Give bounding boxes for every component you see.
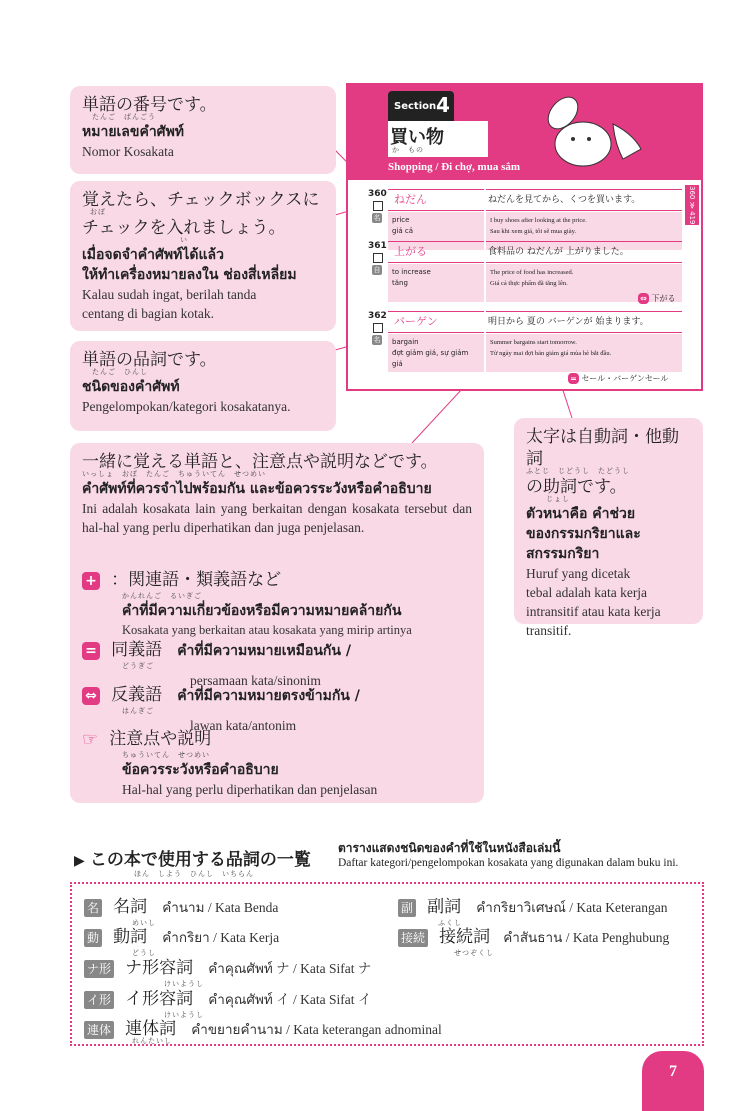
hamster-illustration: [523, 89, 663, 177]
pos-list-box: [70, 882, 704, 1046]
related-item-plus-th: คำที่มีความเกี่ยวข้องหรือมีความหมายคล้ายกัน: [122, 603, 402, 619]
section-title-furigana: か もの: [392, 146, 424, 154]
check-th-1: เมื่อจดจำคำศัพท์ได้แล้ว: [82, 247, 224, 263]
pos-jp-i-adjective: イ形容詞: [125, 989, 194, 1009]
pos-furi-conjunction: せつぞくし: [454, 949, 494, 957]
entry-translation-361: to increase tăng: [388, 264, 484, 302]
entry-number-360: 360: [368, 189, 387, 199]
related-th: คำศัพท์ที่ควรจำไปพร้อมกัน และข้อควรระวังหรือคำอธิบาย: [82, 481, 432, 497]
check-jp-1: 覚えたら、チェックボックスに: [82, 190, 320, 210]
list-heading-jp: この本で使用する品詞の一覧: [89, 850, 311, 870]
related-jp: 一緒に覚える単語と、注意点や説明などです。: [82, 452, 438, 472]
sample-page: [346, 83, 703, 391]
pos-desc-noun: คำนาม / Kata Benda: [162, 900, 279, 915]
bold-th-3: สกรรมกริยา: [526, 546, 600, 562]
pos-jp-conjunction: 接続詞: [439, 927, 491, 947]
section-title-box: [388, 121, 488, 157]
pos-th: ชนิดของคำศัพท์: [82, 379, 180, 395]
pos-jp-verb: 動詞: [113, 927, 148, 947]
entry-checkbox-360[interactable]: [373, 201, 383, 211]
check-th-2: ให้ทำเครื่องหมายลงใน ช่องสี่เหลี่ยม: [82, 267, 297, 283]
list-heading: [74, 841, 714, 878]
note-box-checkbox: [70, 181, 336, 331]
pos-jp-adnominal: 連体詞: [125, 1019, 177, 1039]
pos-desc-verb: คำกริยา / Kata Kerja: [162, 930, 280, 945]
related-item-opposite-jp: 反義語: [111, 685, 163, 705]
related-item-opposite-th: คำที่มีความหมายตรงข้ามกัน /: [177, 688, 360, 704]
number-id: Nomor Kosakata: [82, 144, 174, 159]
pos-item-noun: [84, 896, 278, 928]
list-heading-id: Daftar kategori/pengelompokan kosakata yang digunakan dalam buku ini.: [338, 857, 679, 869]
section-subtitle: Shopping / Đi chợ, mua sắm: [388, 161, 521, 173]
entry-checkbox-362[interactable]: [373, 323, 383, 333]
entry-example-362: 明日から 夏の バーゲンが 始まります。: [486, 311, 682, 333]
related-item-equal-furigana: どうぎご: [122, 662, 154, 670]
equal-icon: =: [82, 642, 100, 660]
related-item-plus: [82, 569, 472, 640]
entry-example-361: 食料品の ねだんが 上がりました。: [486, 241, 682, 263]
related-item-note: [82, 728, 472, 799]
bold-id-4: transitif.: [526, 623, 572, 638]
pos-desc-na-adjective: คำคุณศัพท์ ナ / Kata Sifat ナ: [208, 961, 372, 976]
pos-tag-na-adjective: ナ形: [84, 960, 114, 978]
related-item-plus-jp: ：関連語・類義語など: [111, 570, 282, 590]
number-jp: 単語の番号です。: [82, 95, 217, 115]
entry-pos-361: 自: [373, 266, 381, 274]
pos-item-verb: [84, 926, 279, 958]
entry-pos-360: 名: [373, 214, 381, 222]
pos-tag-verb: 動: [84, 929, 102, 947]
section-label: [388, 91, 454, 121]
entry-example-translation-362: Summer bargains start tomorrow. Từ ngày mai đợt bán giảm giá mùa hè bắt đầu.: [486, 334, 682, 372]
bold-id-3: intransitif atau kata kerja: [526, 604, 661, 619]
section-header: [348, 85, 701, 180]
pos-furigana: たんご ひんし: [92, 368, 148, 376]
note-box-related: [70, 443, 484, 803]
pos-item-adverb: [398, 896, 668, 928]
section-number: 4: [436, 93, 450, 117]
bold-jp-2: の助詞です。: [526, 477, 627, 497]
pos-id: Pengelompokan/kategori kosakatanya.: [82, 399, 291, 414]
entry-example-translation-361: The price of food has increased. Giá cả thực phẩm đã tăng lên.: [486, 264, 682, 302]
pos-tag-noun: 名: [84, 899, 102, 917]
entry-translation-360: price giá cả: [388, 212, 484, 250]
number-th: หมายเลขคำศัพท์: [82, 124, 185, 140]
bold-id-2: tebal adalah kata kerja: [526, 585, 648, 600]
section-label-text: Section: [394, 101, 437, 112]
bold-furigana-1: ふとじ じどうし たどうし: [526, 467, 630, 475]
related-item-plus-furigana: かんれんご るいぎご: [122, 592, 202, 600]
range-side-tab: 360 ≫ 419: [685, 185, 699, 225]
equal-icon: =: [568, 373, 579, 384]
related-item-equal: [82, 639, 472, 690]
section-title: 買い物: [390, 127, 444, 148]
related-item-opposite-furigana: はんぎご: [122, 707, 154, 715]
pos-jp-noun: 名詞: [113, 897, 148, 917]
check-furigana-1: おぼ: [90, 208, 106, 216]
pos-desc-adverb: คำกริยาวิเศษณ์ / Kata Keterangan: [476, 900, 668, 915]
pos-furi-na-adjective: けいようし: [164, 980, 204, 988]
pos-jp: 単語の品詞です。: [82, 350, 217, 370]
related-item-equal-th: คำที่มีความหมายเหมือนกัน /: [177, 643, 351, 659]
entry-checkbox-361[interactable]: [373, 253, 383, 263]
pos-jp-adverb: 副詞: [427, 897, 462, 917]
note-box-bold: [514, 418, 703, 638]
pos-tag-adnominal: 連体: [84, 1021, 114, 1039]
related-item-note-furigana: ちゅういてん せつめい: [122, 751, 210, 759]
related-item-opposite-id: lawan kata/antonim: [190, 718, 297, 733]
check-id-2: centang di bagian kotak.: [82, 306, 214, 321]
pointing-hand-icon: ☞: [82, 729, 99, 750]
bold-jp-1: 太字は自動詞・他動詞: [526, 427, 679, 469]
related-item-equal-jp: 同義語: [111, 640, 163, 660]
note-box-number: [70, 86, 336, 174]
pos-furi-noun: めいし: [132, 919, 156, 927]
bold-th-1: ตัวหนาคือ คำช่วย: [526, 506, 636, 522]
entry-translation-362: bargain đợt giảm giá, sự giảm giá: [388, 334, 484, 372]
pos-furi-adverb: ふくし: [438, 919, 462, 927]
bold-th-2: ของกรรมกริยาและ: [526, 526, 641, 542]
bold-id-1: Huruf yang dicetak: [526, 566, 631, 581]
list-heading-furigana: ほん しよう ひんし いちらん: [134, 870, 254, 878]
check-jp-2: チェックを入れましょう。: [82, 218, 286, 238]
related-item-plus-id: Kosakata yang berkaitan atau kosakata yang mirip artinya: [122, 623, 412, 637]
check-id-1: Kalau sudah ingat, berilah tanda: [82, 287, 257, 302]
entry-word-361: 上がる: [388, 241, 484, 263]
pos-furi-adnominal: れんたいし: [132, 1037, 172, 1045]
entry-example-translation-360: I buy shoes after looking at the price. Sau khi xem giá, tôi sẽ mua giày.: [486, 212, 682, 250]
number-furigana: たんご ばんごう: [92, 113, 156, 121]
pos-tag-i-adjective: イ形: [84, 991, 114, 1009]
pos-item-adnominal: [84, 1018, 442, 1046]
note-box-part-of-speech: [70, 341, 336, 431]
entry-word-362: バーゲン: [388, 311, 484, 333]
pos-tag-conjunction: 接続: [398, 929, 428, 947]
entry-pos-362: 名: [373, 336, 381, 344]
opposite-note: [638, 293, 676, 304]
related-furigana: いっしょ おぼ たんご ちゅういてん せつめい: [82, 470, 266, 478]
pos-desc-adnominal: คำขยายคำนาม / Kata keterangan adnominal: [191, 1022, 442, 1037]
related-item-equal-id: persamaan kata/sinonim: [190, 673, 321, 688]
related-item-note-id: Hal-hal yang perlu diperhatikan dan penjelasan: [122, 782, 378, 797]
equal-note: [568, 373, 668, 384]
pos-desc-i-adjective: คำคุณศัพท์ イ / Kata Sifat イ: [208, 992, 372, 1007]
triangle-bullet-icon: ▶: [74, 853, 85, 869]
opposite-arrows-icon: ⇔: [638, 293, 649, 304]
pos-tag-adverb: 副: [398, 899, 416, 917]
pos-item-na-adjective: [84, 957, 371, 989]
bold-furigana-2: じょし: [546, 495, 570, 503]
list-heading-th: ตารางแสดงชนิดของคำที่ใช้ในหนังสือเล่มนี้: [338, 841, 561, 855]
check-furigana-2: い: [180, 236, 188, 244]
related-id: Ini adalah kosakata lain yang berkaitan dengan kosakata tersebut dan hal-hal yang perlu diperhatikan dan juga penjelasan.: [82, 501, 472, 535]
page-number: 7: [642, 1051, 704, 1111]
related-item-note-th: ข้อควรระวังหรือคำอธิบาย: [122, 762, 279, 778]
plus-icon: +: [82, 572, 100, 590]
entry-number-362: 362: [368, 311, 387, 321]
pos-item-i-adjective: [84, 988, 371, 1020]
pos-jp-na-adjective: ナ形容詞: [125, 958, 194, 978]
pos-furi-i-adjective: けいようし: [164, 1011, 204, 1019]
opposite-note-text: 下がる: [651, 294, 676, 303]
pos-furi-verb: どうし: [132, 949, 156, 957]
equal-note-text: セール・バーゲンセール: [581, 374, 669, 383]
entry-example-360: ねだんを見てから、くつを買います。: [486, 189, 682, 211]
pos-desc-conjunction: คำสันธาน / Kata Penghubung: [503, 930, 670, 945]
related-item-note-jp: 注意点や説明: [109, 729, 212, 749]
entry-number-361: 361: [368, 241, 387, 251]
pos-item-conjunction: [398, 926, 669, 958]
entry-word-360: ねだん: [388, 189, 484, 211]
opposite-arrows-icon: ⇔: [82, 687, 100, 705]
